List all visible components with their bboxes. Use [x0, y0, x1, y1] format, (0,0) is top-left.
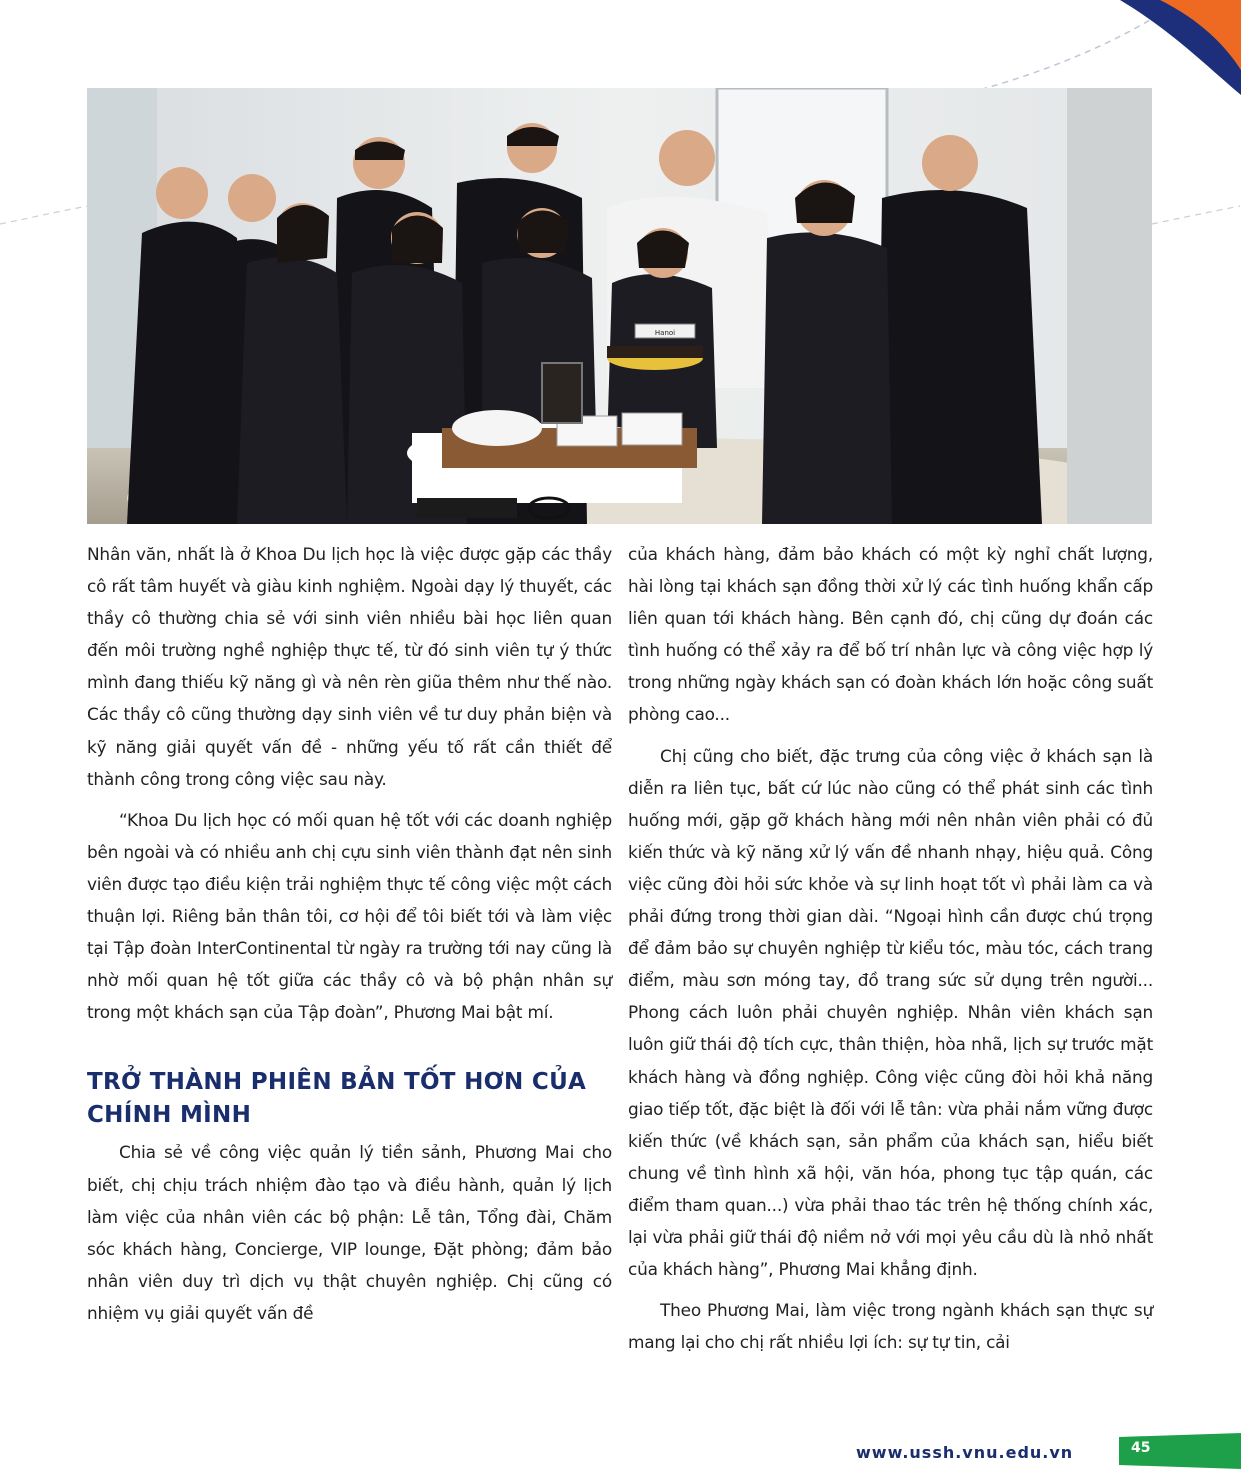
footer-website-url: www.ussh.vnu.edu.vn [856, 1443, 1074, 1462]
group-photo [87, 88, 1152, 524]
left-dashed-swoosh [0, 200, 90, 230]
left-text-column [87, 538, 612, 1338]
cake-plaque-text: Hanoi [654, 329, 676, 337]
paragraph-intro-continued: Nhân văn, nhất là ở Khoa Du lịch học là việc được gặp các thầy cô rất tâm huyết và giàu kinh nghiệm. Ngoài dạy lý thuyết, các thầy cô thường chia sẻ với sinh viên nhiều bài học liên quan đến môi trường nghề nghiệp thực tế, từ đó sinh viên tự ý thức mình đang thiếu kỹ năng gì và nên rèn giũa thêm như thế nào. Các thầy cô cũng thường dạy sinh viên về tư duy phản biện và kỹ năng giải quyết vấn đề - những yếu tố rất cần thiết để thành công trong công việc sau này. [87, 544, 612, 789]
right-text-column [628, 538, 1153, 1367]
paragraph-quote-faculty: “Khoa Du lịch học có mối quan hệ tốt với các doanh nghiệp bên ngoài và có nhiều anh chị cựu sinh viên thành đạt nên sinh viên được tạo điều kiện trải nghiệm thực tế công việc một cách thuận lợi. Riêng bản thân tôi, cơ hội để tôi biết tới và làm việc tại Tập đoàn InterContinental từ ngày ra trường tới nay cũng là nhờ mối quan hệ tốt giữa các thầy cô và bộ phận nhân sự trong một khách sạn của Tập đoàn”, Phương Mai bật mí. [87, 809, 612, 1023]
section-heading: TRỞ THÀNH PHIÊN BẢN TỐT HƠN CỦA CHÍNH MÌNH [87, 1069, 587, 1129]
right-dashed-swoosh [1150, 200, 1241, 230]
page-number: 45 [1131, 1440, 1151, 1456]
paragraph-customer-issues: của khách hàng, đảm bảo khách có một kỳ nghỉ chất lượng, hài lòng tại khách sạn đồng thời xử lý các tình huống khẩn cấp liên quan tới khách hàng. Bên cạnh đó, chị cũng dự đoán các tình huống có thể xảy ra để bố trí nhân lực và công việc hợp lý trong những ngày khách sạn có đoàn khách lớn hoặc công suất phòng cao... [628, 544, 1153, 725]
paragraph-job-characteristics: Chị cũng cho biết, đặc trưng của công việc ở khách sạn là diễn ra liên tục, bất cứ lúc nào cũng có thể phát sinh các tình huống mới, gặp gỡ khách hàng mới nên nhân viên phải có đủ kiến thức và kỹ năng xử lý vấn đề nhanh nhạy, hiệu quả. Công việc cũng đòi hỏi sức khỏe và sự linh hoạt tốt vì phải làm ca và phải đứng trong thời gian dài. “Ngoại hình cần được chú trọng để đảm bảo sự chuyên nghiệp từ kiểu tóc, màu tóc, cách trang điểm, màu sơn móng tay, đồ trang sức sử dụng trên người... Phong cách luôn phải chuyên nghiệp. Nhân viên khách sạn luôn giữ thái độ tích cực, thân thiện, hòa nhã, lịch sự trước mặt khách hàng và đồng nghiệp. Công việc cũng đòi hỏi khả năng giao tiếp tốt, đặc biệt là đối với lễ tân: vừa phải nắm vững được kiến thức (về khách sạn, sản phẩm của khách sạn, hiểu biết chung về tình hình xã hội, văn hóa, phong tục tập quán, các điểm tham quan...) vừa phải thao tác trên hệ thống chính xác, lại vừa phải giữ thái độ niềm nở với mọi yêu cầu dù là nhỏ nhất của khách hàng”, Phương Mai khẳng định. [628, 745, 1153, 1280]
paragraph-front-office: Chia sẻ về công việc quản lý tiền sảnh, Phương Mai cho biết, chị chịu trách nhiệm đào tạo và điều hành, quản lý lịch làm việc của nhân viên các bộ phận: Lễ tân, Tổng đài, Chăm sóc khách hàng, Concierge, VIP lounge, Đặt phòng; đảm bảo nhân viên duy trì dịch vụ thật chuyên nghiệp. Chị cũng có nhiệm vụ giải quyết vấn đề [87, 1142, 612, 1323]
paragraph-benefits: Theo Phương Mai, làm việc trong ngành khách sạn thực sự mang lại cho chị rất nhiều lợi ích: sự tự tin, cải [628, 1300, 1153, 1353]
